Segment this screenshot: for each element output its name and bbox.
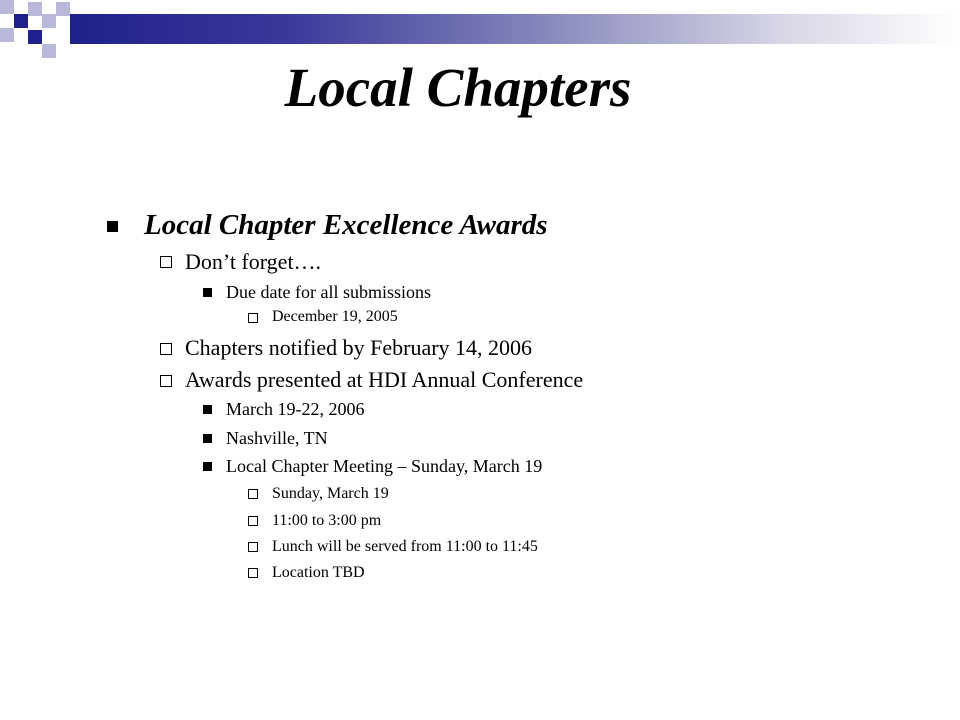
filled-square-bullet-icon [203,288,212,297]
hollow-square-bullet-icon [248,516,258,526]
bullet-level2: Chapters notified by February 14, 2006 [185,335,533,360]
filled-square-bullet-icon [107,221,118,232]
hollow-square-bullet-icon [248,489,258,499]
bullet-level4: December 19, 2005 [272,308,398,325]
deco-square [0,0,14,14]
bullet-level4: 11:00 to 3:00 pm [272,512,382,529]
bullet-level3: Local Chapter Meeting – Sunday, March 19 [226,456,543,476]
hollow-square-bullet-icon [248,568,258,578]
bullet-level4: Location TBD [272,564,365,581]
filled-square-bullet-icon [203,434,212,443]
hollow-square-bullet-icon [160,343,172,355]
hollow-square-bullet-icon [160,375,172,387]
hollow-square-bullet-icon [248,313,258,323]
deco-square [0,28,14,42]
deco-square [14,14,28,28]
bullet-level3: Due date for all submissions [226,282,431,302]
bullet-level2: Don’t forget…. [185,249,322,274]
filled-square-bullet-icon [203,462,212,471]
header-decoration [0,0,960,60]
bullet-level2: Awards presented at HDI Annual Conference [185,367,584,392]
deco-square [28,30,42,44]
filled-square-bullet-icon [203,405,212,414]
bullet-level4: Lunch will be served from 11:00 to 11:45 [272,538,538,555]
header-gradient-band [70,14,960,44]
deco-square [56,2,70,16]
slide-title: Local Chapters [284,57,632,118]
bullet-level4: Sunday, March 19 [272,485,389,502]
deco-square [28,2,42,16]
bullet-level1: Local Chapter Excellence Awards [144,209,548,241]
hollow-square-bullet-icon [248,542,258,552]
hollow-square-bullet-icon [160,256,172,268]
bullet-level3: March 19-22, 2006 [226,399,365,419]
bullet-level3: Nashville, TN [226,428,328,448]
deco-square [42,14,56,28]
